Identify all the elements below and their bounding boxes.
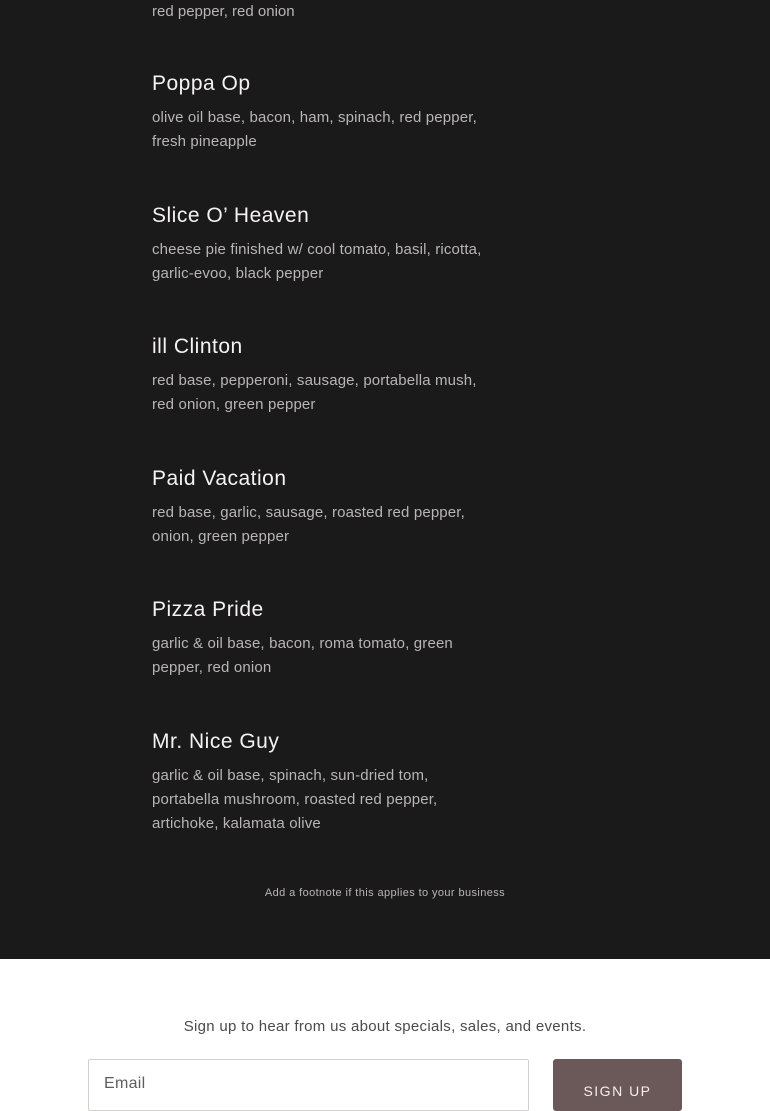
menu-item-pizza-pride bbox=[152, 597, 497, 680]
menu-item-description: garlic & oil base, spinach, sun-dried tom, portabella mushroom, roasted red pepper, artichoke, kalamata olive bbox=[152, 767, 438, 832]
menu-item-mr-nice-guy bbox=[152, 729, 497, 836]
email-field[interactable] bbox=[88, 1059, 529, 1111]
menu-item-paid-vacation bbox=[152, 466, 497, 549]
menu-item-poppa-op bbox=[152, 71, 497, 154]
menu-item-ill-clinton bbox=[152, 334, 497, 417]
menu-item-description-partial: red pepper, red onion bbox=[152, 3, 295, 20]
menu-item-name: Slice O’ Heaven bbox=[152, 204, 310, 227]
signup-prompt: Sign up to hear from us about specials, sales, and events. bbox=[183, 1018, 587, 1035]
menu-item-description: red base, pepperoni, sausage, portabella mush, red onion, green pepper bbox=[152, 372, 477, 413]
menu-item-name: Paid Vacation bbox=[152, 467, 287, 490]
menu-item-name: Poppa Op bbox=[152, 72, 251, 95]
menu-item-name: ill Clinton bbox=[152, 335, 243, 358]
menu-item-description: red base, garlic, sausage, roasted red pepper, onion, green pepper bbox=[152, 504, 465, 545]
menu-item-slice-o-heaven bbox=[152, 203, 497, 286]
menu-item-description: garlic & oil base, bacon, roma tomato, green pepper, red onion bbox=[152, 635, 453, 676]
menu-item-name: Pizza Pride bbox=[152, 598, 264, 621]
menu-footnote: Add a footnote if this applies to your business bbox=[264, 887, 506, 899]
sign-up-button[interactable]: SIGN UP bbox=[553, 1059, 682, 1111]
newsletter-signup-section bbox=[0, 959, 770, 1099]
menu-item-name: Mr. Nice Guy bbox=[152, 730, 280, 753]
menu-item-description: cheese pie finished w/ cool tomato, basil, ricotta, garlic-evoo, black pepper bbox=[152, 241, 482, 282]
menu-item-description: olive oil base, bacon, ham, spinach, red pepper, fresh pineapple bbox=[152, 109, 477, 150]
email-field-label: Email bbox=[104, 1075, 146, 1092]
